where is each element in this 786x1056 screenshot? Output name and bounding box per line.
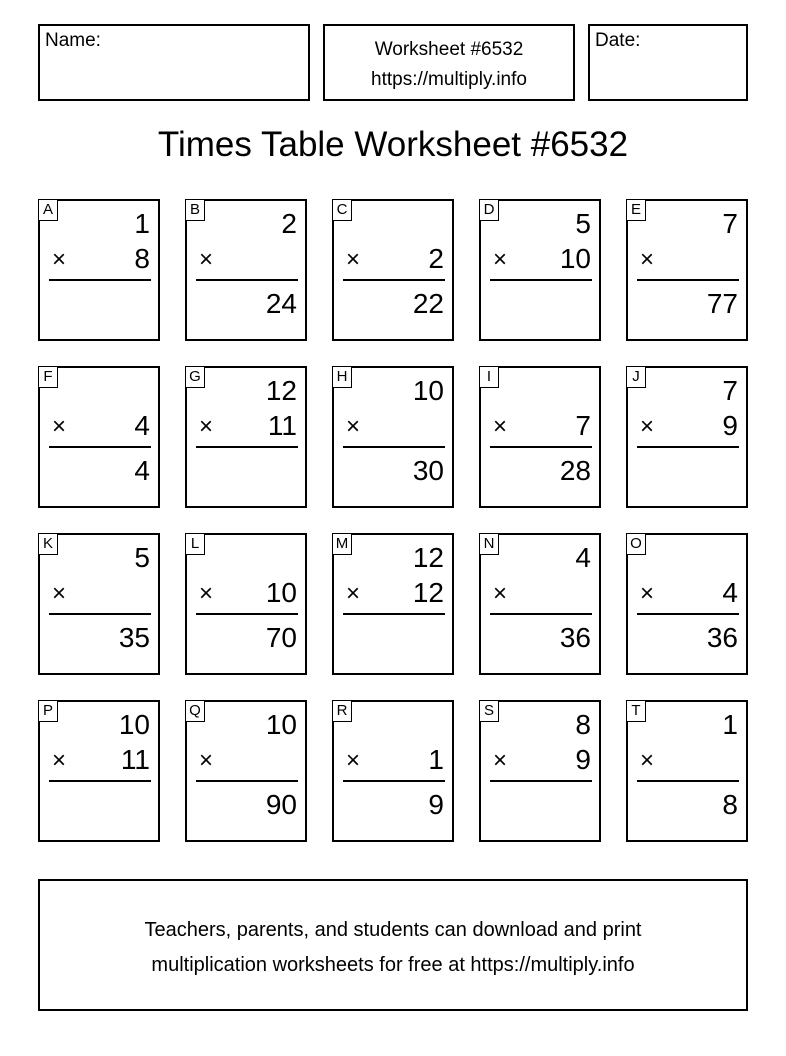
answer-line [49, 613, 151, 615]
times-sign: × [199, 413, 214, 440]
problem-bottom-number: 4 [134, 410, 150, 441]
problem-top-number: 10 [118, 709, 150, 740]
problem-answer: 30 [412, 455, 444, 486]
problem-letter: Q [185, 700, 205, 722]
problem-top-number: 1 [134, 208, 150, 239]
problem-card [626, 199, 748, 341]
answer-line [490, 780, 592, 782]
problem-answer: 22 [412, 288, 444, 319]
problem-answer: 70 [265, 622, 297, 653]
problem-top-number: 2 [281, 208, 297, 239]
problem-card [626, 533, 748, 675]
problem-card [185, 533, 307, 675]
problem-card [38, 366, 160, 508]
times-sign: × [199, 246, 214, 273]
problem-bottom-number: 7 [575, 410, 591, 441]
problem-answer: 24 [265, 288, 297, 319]
answer-line [196, 446, 298, 448]
problem-bottom-number: 12 [412, 577, 444, 608]
answer-line [637, 780, 739, 782]
problem-card [332, 533, 454, 675]
answer-line [196, 613, 298, 615]
answer-line [196, 279, 298, 281]
problem-card [185, 700, 307, 842]
times-sign: × [199, 580, 214, 607]
problem-top-number: 10 [412, 375, 444, 406]
problem-answer: 4 [134, 455, 150, 486]
problem-letter: M [332, 533, 352, 555]
problem-answer: 35 [118, 622, 150, 653]
times-sign: × [640, 246, 655, 273]
problem-card [332, 199, 454, 341]
problem-bottom-number: 1 [428, 744, 444, 775]
problem-letter: T [626, 700, 646, 722]
problem-letter: R [332, 700, 352, 722]
answer-line [343, 279, 445, 281]
problem-top-number: 4 [575, 542, 591, 573]
problem-bottom-number: 9 [575, 744, 591, 775]
problem-answer: 9 [428, 789, 444, 820]
problem-top-number: 10 [265, 709, 297, 740]
footer-box [38, 879, 748, 1011]
problem-bottom-number: 2 [428, 243, 444, 274]
times-sign: × [199, 747, 214, 774]
problem-letter: E [626, 199, 646, 221]
times-sign: × [346, 413, 361, 440]
problem-card [185, 199, 307, 341]
times-sign: × [493, 246, 508, 273]
problem-letter: L [185, 533, 205, 555]
problem-bottom-number: 8 [134, 243, 150, 274]
problem-top-number: 5 [575, 208, 591, 239]
times-sign: × [493, 580, 508, 607]
times-sign: × [493, 413, 508, 440]
times-sign: × [52, 246, 67, 273]
answer-line [490, 446, 592, 448]
worksheet-number: Worksheet #6532 [374, 39, 524, 60]
answer-line [343, 780, 445, 782]
problem-card [479, 366, 601, 508]
problem-top-number: 12 [412, 542, 444, 573]
problem-card [479, 533, 601, 675]
problem-card [626, 366, 748, 508]
problem-card [185, 366, 307, 508]
answer-line [490, 279, 592, 281]
problem-top-number: 1 [722, 709, 738, 740]
answer-line [49, 279, 151, 281]
problem-letter: J [626, 366, 646, 388]
worksheet-url: https://multiply.info [371, 69, 527, 90]
problem-bottom-number: 4 [722, 577, 738, 608]
answer-line [637, 613, 739, 615]
times-sign: × [640, 747, 655, 774]
problem-letter: F [38, 366, 58, 388]
problem-answer: 90 [265, 789, 297, 820]
problem-letter: I [479, 366, 499, 388]
answer-line [49, 446, 151, 448]
answer-line [637, 446, 739, 448]
times-sign: × [346, 747, 361, 774]
answer-line [490, 613, 592, 615]
problem-answer: 77 [706, 288, 738, 319]
problem-bottom-number: 10 [559, 243, 591, 274]
problem-answer: 28 [559, 455, 591, 486]
problem-top-number: 8 [575, 709, 591, 740]
problem-card [38, 700, 160, 842]
problem-answer: 8 [722, 789, 738, 820]
footer-line-1: Teachers, parents, and students can download and print [144, 919, 642, 941]
times-sign: × [640, 580, 655, 607]
problem-bottom-number: 11 [267, 410, 297, 441]
problem-letter: H [332, 366, 352, 388]
times-sign: × [52, 413, 67, 440]
problem-card [479, 199, 601, 341]
times-sign: × [493, 747, 508, 774]
times-sign: × [52, 580, 67, 607]
problem-card [626, 700, 748, 842]
problem-card [38, 533, 160, 675]
answer-line [637, 279, 739, 281]
problem-letter: K [38, 533, 58, 555]
problem-letter: P [38, 700, 58, 722]
times-sign: × [640, 413, 655, 440]
problem-letter: A [38, 199, 58, 221]
problem-card [332, 366, 454, 508]
problem-card [332, 700, 454, 842]
date-label: Date: [595, 30, 641, 51]
times-sign: × [346, 246, 361, 273]
answer-line [343, 613, 445, 615]
problem-letter: G [185, 366, 205, 388]
times-sign: × [346, 580, 361, 607]
problem-letter: B [185, 199, 205, 221]
problem-top-number: 5 [134, 542, 150, 573]
problem-letter: C [332, 199, 352, 221]
answer-line [196, 780, 298, 782]
problem-top-number: 12 [265, 375, 297, 406]
problem-letter: S [479, 700, 499, 722]
problem-bottom-number: 10 [265, 577, 297, 608]
answer-line [49, 780, 151, 782]
problem-letter: O [626, 533, 646, 555]
problem-answer: 36 [706, 622, 738, 653]
problem-bottom-number: 9 [722, 410, 738, 441]
problem-letter: N [479, 533, 499, 555]
name-label: Name: [45, 30, 101, 51]
problem-card [479, 700, 601, 842]
page-title: Times Table Worksheet #6532 [157, 125, 629, 164]
problem-top-number: 7 [722, 208, 738, 239]
problem-letter: D [479, 199, 499, 221]
problem-bottom-number: 11 [120, 744, 150, 775]
times-sign: × [52, 747, 67, 774]
problem-card [38, 199, 160, 341]
problem-top-number: 7 [722, 375, 738, 406]
answer-line [343, 446, 445, 448]
footer-line-2: multiplication worksheets for free at https://multiply.info [151, 954, 635, 976]
problem-answer: 36 [559, 622, 591, 653]
